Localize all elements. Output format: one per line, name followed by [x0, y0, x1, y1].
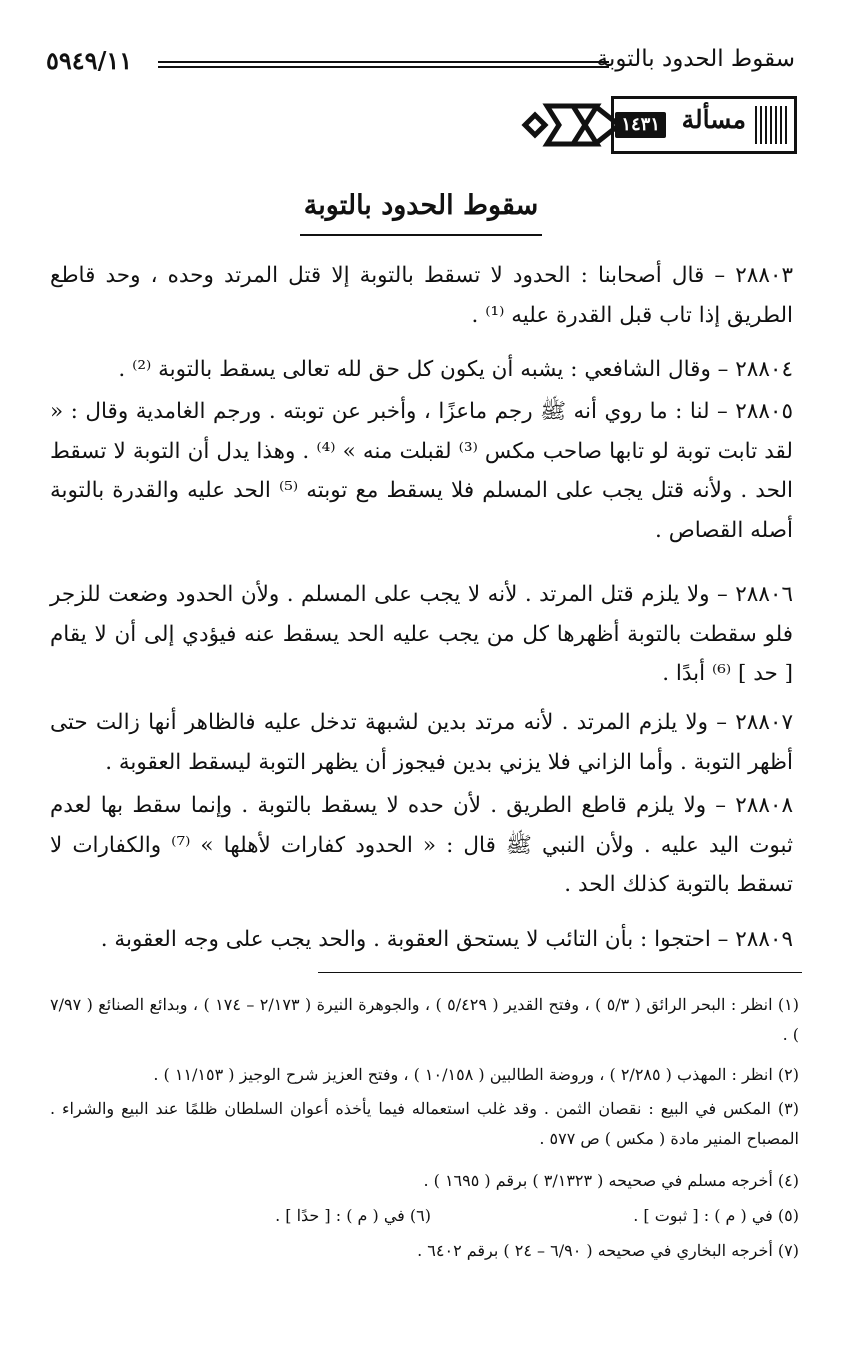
footnote-6: (٦) في ( م ) : [ حدًا ] . — [275, 1206, 431, 1225]
paragraph-28807: ٢٨٨٠٧ – ولا يلزم المرتد . لأنه مرتد بدين لشبهة تدخل عليه فالظاهر أنها زالت حتى أظهر التوبة . وأما الزاني فلا يزني بدين فيجوز أن يظهر التوبة ليسقط العقوبة . — [50, 710, 793, 775]
paragraph-28804: ٢٨٨٠٤ – وقال الشافعي : يشبه أن يكون كل حق لله تعالى يسقط بالتوبة ⁽²⁾ . — [118, 357, 793, 382]
running-header-title: سقوط الحدود بالتوبة — [596, 46, 795, 72]
paragraph-28805: ٢٨٨٠٥ – لنا : ما روي أنه ﷺ رجم ماعزًا ، وأخبر عن توبته . ورجم الغامدية وقال : « لقد تابت توبة لو تابها صاحب مكس ⁽³⁾ لقبلت منه » ⁽⁴⁾ . وهذا يدل أن التوبة لا تسقط الحد . ولأنه قتل يجب على المسلم فلا يسقط مع توبته ⁽⁵⁾ الحد عليه والقدرة بالتوبة أصله القصاص . — [50, 399, 793, 543]
footnote-4: (٤) أخرجه مسلم في صحيحه ( ٣/١٣٢٣ ) برقم ( ١٦٩٥ ) . — [423, 1171, 799, 1190]
running-header — [46, 44, 795, 80]
section-title: سقوط الحدود بالتوبة — [303, 190, 539, 221]
footnote-3: (٣) المكس في البيع : نقصان الثمن . وقد غلب استعماله فيما يأخذه أعوان السلطان ظلمًا عند البيع والشراء . المصباح المنير مادة ( مكس ) ص ٥٧٧ . — [50, 1099, 800, 1148]
footnote-2: (٢) انظر : المهذب ( ٢/٢٨٥ ) ، وروضة الطالبين ( ١٠/١٥٨ ) ، وفتح العزيز شرح الوجيز ( ١١/١٥٣ ) . — [153, 1065, 799, 1084]
running-header-number: ٥٩٤٩/١١ — [46, 46, 133, 75]
masala-banner — [521, 96, 797, 154]
section-title-rule — [300, 234, 542, 236]
masala-number: ١٤٣١ — [615, 112, 666, 138]
footnote-1: (١) انظر : البحر الرائق ( ٥/٣ ) ، وفتح القدير ( ٥/٤٢٩ ) ، والجوهرة النيرة ( ٢/١٧٣ – ١٧٤ ) ، وبدائع الصنائع ( ٧/٩٧ ) . — [50, 995, 800, 1044]
masala-label: مسألة — [681, 105, 746, 134]
banner-bars-ornament — [755, 106, 789, 144]
footnote-rule — [318, 972, 802, 973]
paragraph-28803: ٢٨٨٠٣ – قال أصحابنا : الحدود لا تسقط بالتوبة إلا قتل المرتد وحده ، وحد قاطع الطريق إذا تاب قبل القدرة عليه ⁽¹⁾ . — [50, 263, 793, 328]
masala-banner-box — [611, 96, 797, 154]
banner-knot-ornament — [521, 96, 621, 154]
paragraph-28809: ٢٨٨٠٩ – احتجوا : بأن التائب لا يستحق العقوبة . والحد يجب على وجه العقوبة . — [100, 927, 793, 952]
footnote-7: (٧) أخرجه البخاري في صحيحه ( ٦/٩٠ – ٢٤ ) برقم ٦٤٠٢ . — [417, 1241, 799, 1260]
footnote-5: (٥) في ( م ) : [ ثبوت ] . — [633, 1206, 799, 1225]
running-header-rule — [158, 61, 609, 68]
paragraph-28808: ٢٨٨٠٨ – ولا يلزم قاطع الطريق . لأن حده لا يسقط بالتوبة . وإنما سقط بها لعدم ثبوت اليد عليه . ولأن النبي ﷺ قال : « الحدود كفارات لأهلها » ⁽⁷⁾ والكفارات لا تسقط بالتوبة كذلك الحد . — [50, 793, 794, 897]
paragraph-28806: ٢٨٨٠٦ – ولا يلزم قتل المرتد . لأنه لا يجب على المسلم . ولأن الحدود وضعت للزجر فلو سقطت بالتوبة أظهرها كل من يجب عليه الحد يسقط عنه فيؤدي إلى أن لا يقام [ حد ] ⁽⁶⁾ أبدًا . — [50, 582, 793, 686]
